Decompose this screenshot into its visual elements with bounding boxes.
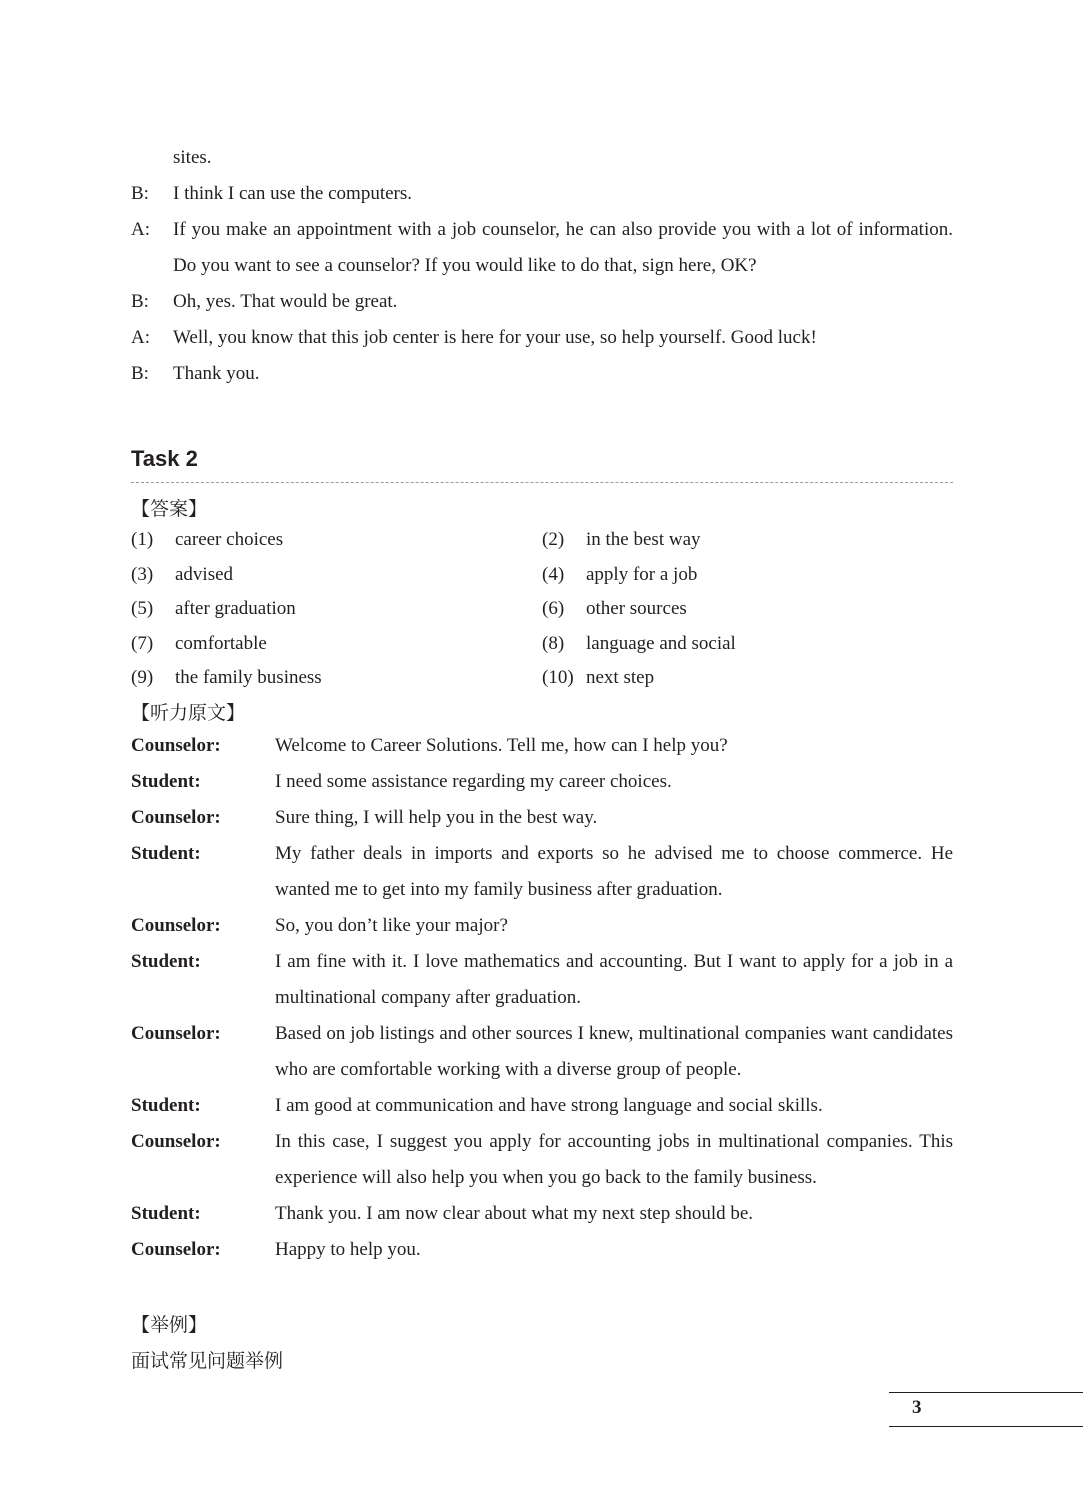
dashed-divider [131, 482, 953, 483]
example-text: 面试常见问题举例 [131, 1350, 284, 1372]
transcript-text: Sure thing, I will help you in the best way. [275, 807, 598, 828]
dialogue-line [131, 284, 953, 320]
page-number-rule-top [889, 1392, 1083, 1393]
transcript-line [131, 1088, 953, 1124]
answer-number: (9) [131, 667, 154, 688]
transcript-text: I need some assistance regarding my career choices. [275, 771, 672, 792]
answer-number: (7) [131, 632, 154, 654]
dialogue-speaker: A: [131, 219, 150, 240]
dialogue-speaker: B: [131, 363, 149, 384]
dialogue-continuation: sites. [173, 147, 212, 168]
transcript-text: In this case, I suggest you apply for accounting jobs in multinational companies. This experience will also help you when you go back to the family business. [275, 1131, 953, 1188]
transcript-speaker: Counselor: [131, 807, 221, 828]
answers-row [131, 627, 953, 662]
transcript-speaker: Student: [131, 1203, 201, 1224]
answer-number: (3) [131, 563, 154, 585]
dialogue-text: I think I can use the computers. [173, 183, 413, 204]
answer-number: (8) [542, 632, 565, 654]
answer-item [542, 627, 953, 662]
answer-item [542, 592, 953, 627]
transcript-text: Welcome to Career Solutions. Tell me, how can I help you? [275, 735, 728, 756]
answers-list [131, 523, 953, 696]
transcript-speaker: Counselor: [131, 915, 221, 936]
transcript-label: 【听力原文】 [131, 702, 246, 724]
dialogue-block [131, 140, 953, 392]
answer-item [542, 558, 953, 593]
answer-item [542, 523, 953, 558]
dialogue-text: If you make an appointment with a job counselor, he can also provide you with a lot of information. Do you want to see a counselor? If you would like to do that, sign here, OK? [173, 219, 953, 276]
answer-number: (5) [131, 598, 154, 619]
answer-text: in the best way [586, 529, 701, 550]
transcript-line [131, 764, 953, 800]
transcript-line [131, 1016, 953, 1088]
answer-number: (4) [542, 563, 565, 585]
answer-item [131, 627, 542, 662]
answer-text: apply for a job [586, 563, 698, 585]
transcript-speaker: Counselor: [131, 1131, 221, 1152]
transcript-speaker: Student: [131, 951, 201, 972]
transcript-speaker: Counselor: [131, 1239, 221, 1260]
transcript-line [131, 908, 953, 944]
dialogue-text: Thank you. [173, 363, 260, 384]
dialogue-speaker: A: [131, 327, 150, 348]
answer-text: the family business [175, 667, 322, 688]
answer-item [131, 558, 542, 593]
page-number: 3 [912, 1397, 922, 1418]
answer-number: (10) [542, 667, 574, 688]
transcript-text: I am good at communication and have strong language and social skills. [275, 1095, 823, 1116]
dialogue-line [131, 320, 953, 356]
dialogue-speaker: B: [131, 183, 149, 204]
dialogue-line [131, 356, 953, 392]
transcript-speaker: Student: [131, 843, 201, 864]
transcript-line [131, 836, 953, 908]
transcript-text: My father deals in imports and exports so he advised me to choose commerce. He wanted me to get into my family business after graduation. [275, 843, 953, 900]
task-title: Task 2 [131, 446, 198, 471]
transcript-speaker: Student: [131, 771, 201, 792]
answer-text: other sources [586, 598, 687, 619]
example-label: 【举例】 [131, 1314, 208, 1336]
transcript-text: I am fine with it. I love mathematics and accounting. But I want to apply for a job in a multinational company after graduation. [275, 951, 953, 1008]
answers-label: 【答案】 [131, 498, 208, 520]
answer-text: language and social [586, 632, 736, 654]
answer-item [131, 661, 542, 696]
answers-row [131, 523, 953, 558]
dialogue-speaker: B: [131, 291, 149, 312]
transcript-text: Thank you. I am now clear about what my next step should be. [275, 1203, 754, 1224]
answers-row [131, 558, 953, 593]
transcript [131, 728, 953, 1268]
answer-text: career choices [175, 529, 284, 550]
answers-row [131, 592, 953, 627]
dialogue-text: Well, you know that this job center is here for your use, so help yourself. Good luck! [173, 327, 817, 348]
answer-item [542, 661, 953, 696]
transcript-line [131, 1196, 953, 1232]
answer-text: advised [175, 563, 234, 585]
transcript-line [131, 944, 953, 1016]
transcript-text: So, you don’t like your major? [275, 915, 508, 936]
answer-item [131, 523, 542, 558]
answer-number: (2) [542, 529, 565, 550]
transcript-speaker: Student: [131, 1095, 201, 1116]
dialogue-line [131, 176, 953, 212]
transcript-line [131, 1124, 953, 1196]
transcript-speaker: Counselor: [131, 1023, 221, 1044]
answer-number: (1) [131, 529, 154, 550]
transcript-line [131, 800, 953, 836]
transcript-line [131, 1232, 953, 1268]
answer-item [131, 592, 542, 627]
answer-text: next step [586, 667, 655, 688]
page-number-rule-bottom [889, 1426, 1083, 1427]
answer-text: after graduation [175, 598, 296, 619]
answer-number: (6) [542, 598, 565, 619]
transcript-text: Based on job listings and other sources I knew, multinational companies want candidates who are comfortable working with a diverse group of people. [275, 1023, 953, 1080]
transcript-line [131, 728, 953, 764]
transcript-speaker: Counselor: [131, 735, 221, 756]
answers-row [131, 661, 953, 696]
dialogue-line [131, 212, 953, 284]
answer-text: comfortable [175, 632, 267, 654]
dialogue-text: Oh, yes. That would be great. [173, 291, 398, 312]
transcript-text: Happy to help you. [275, 1239, 421, 1260]
